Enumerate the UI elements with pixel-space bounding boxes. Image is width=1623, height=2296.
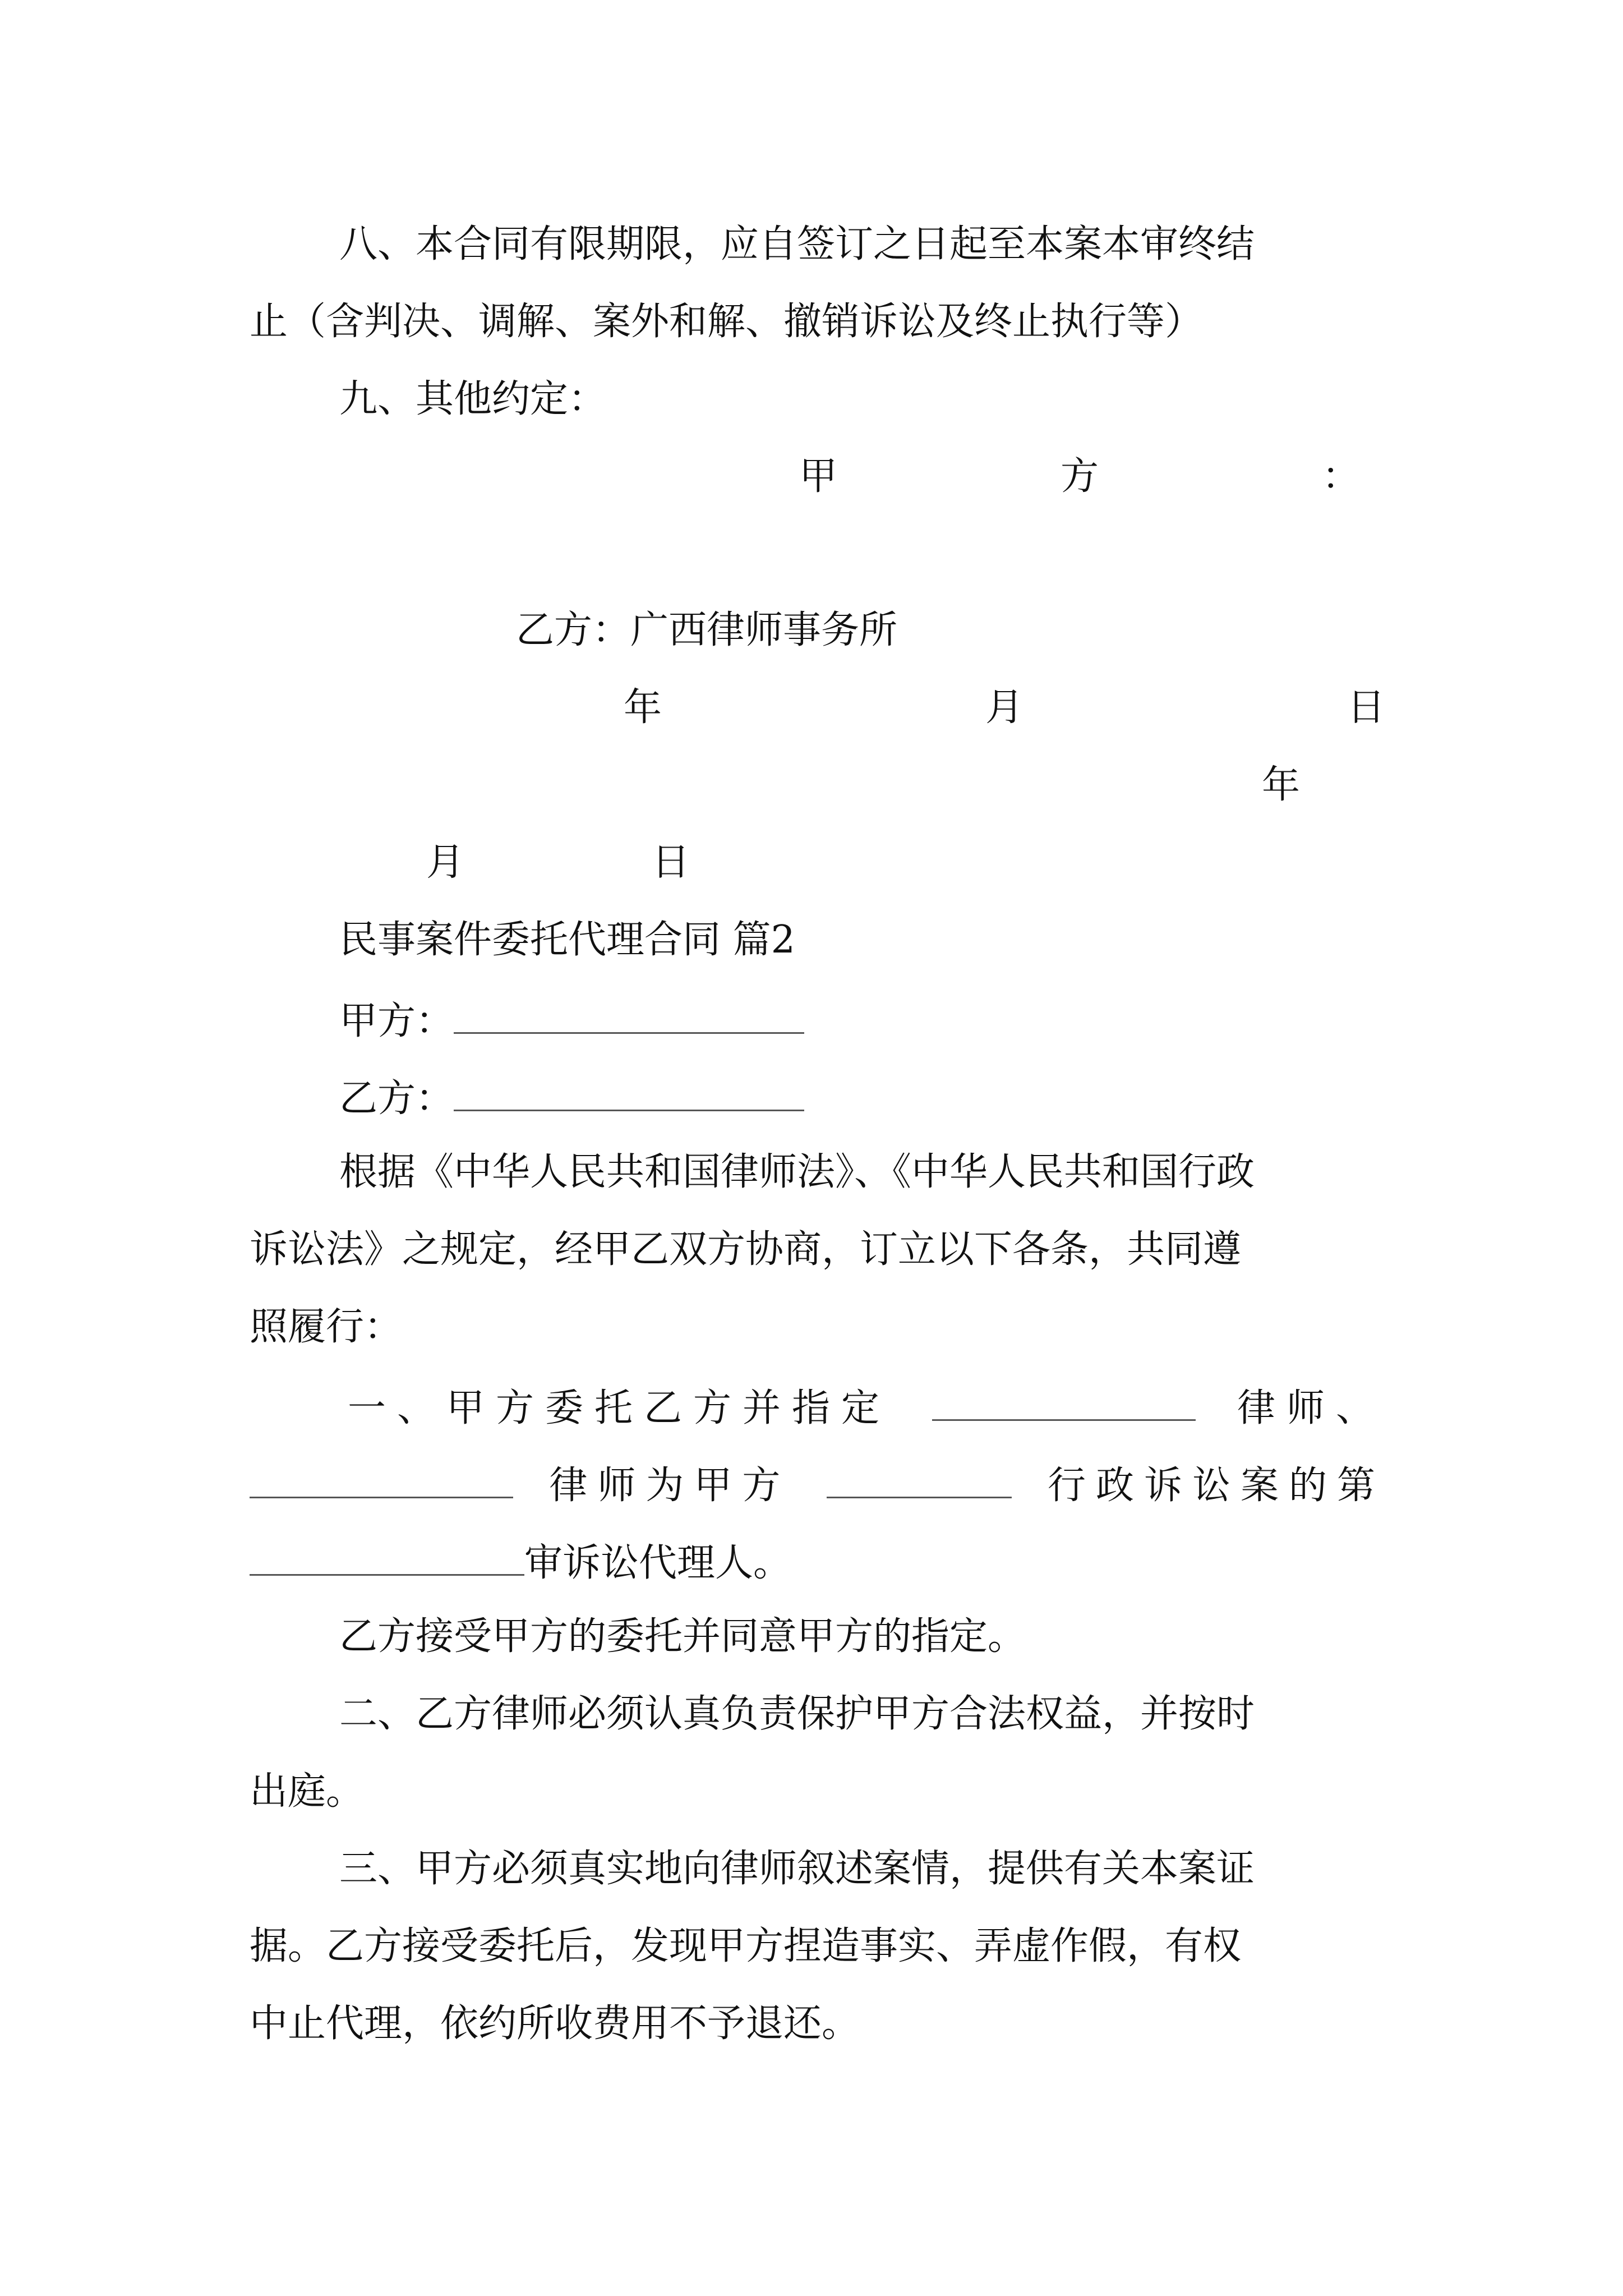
party-a-colon: ： — [1321, 454, 1360, 499]
article-1-text-a: 一、甲方委托乙方并指定 — [348, 1386, 891, 1430]
party-b-line — [339, 1076, 804, 1121]
article-1-text-c: 律师为甲方 — [549, 1464, 791, 1508]
clause-9: 九、其他约定： — [339, 377, 607, 421]
party-a-blank[interactable] — [454, 999, 804, 1034]
article-3-line-1: 三、甲方必须真实地向律师叙述案情，提供有关本案证 — [339, 1847, 1255, 1891]
date-1-year: 年 — [624, 685, 662, 730]
article-2-line-1: 二、乙方律师必须认真负责保护甲方合法权益，并按时 — [339, 1692, 1255, 1736]
party-b-signature-line: 乙方：广西律师事务所 — [516, 608, 898, 652]
party-a-char-2: 方 — [1060, 454, 1099, 499]
basis-line-3: 照履行： — [250, 1305, 403, 1349]
date-1-month: 月 — [985, 685, 1023, 730]
clause-8-line-1: 八、本合同有限期限，应自签订之日起至本案本审终结 — [339, 222, 1255, 266]
date-line-2 — [426, 840, 690, 885]
article-3-line-2: 据。乙方接受委托后，发现甲方捏造事实、弄虚作假，有权 — [250, 1924, 1242, 1968]
instance-blank[interactable] — [250, 1540, 524, 1576]
acceptance-line: 乙方接受甲方的委托并同意甲方的指定。 — [339, 1614, 1026, 1659]
date-2-month: 月 — [426, 840, 465, 885]
article-1-text-e: 审诉讼代理人。 — [524, 1541, 792, 1585]
contract-2-title: 民事案件委托代理合同 篇2 — [339, 918, 795, 962]
party-b-blank[interactable] — [454, 1076, 804, 1111]
article-3-line-3: 中止代理，依约所收费用不予退还。 — [250, 2001, 860, 2046]
party-a-signature-line — [799, 454, 1360, 499]
party-b-label: 乙方： — [339, 1076, 454, 1121]
clause-8-line-2: 止（含判决、调解、案外和解、撤销诉讼及终止执行等） — [250, 300, 1204, 344]
date-2-year: 年 — [1262, 763, 1301, 807]
lawyer-2-blank[interactable] — [250, 1463, 513, 1498]
party-a-char-1: 甲 — [799, 454, 838, 499]
date-1-day: 日 — [1347, 685, 1385, 730]
party-a-label: 甲方： — [339, 999, 454, 1043]
date-line-1 — [624, 685, 1385, 730]
article-2-line-2: 出庭。 — [250, 1769, 365, 1814]
client-blank[interactable] — [827, 1463, 1012, 1498]
basis-line-1: 根据《中华人民共和国律师法》、《中华人民共和国行政 — [339, 1150, 1255, 1194]
article-1-text-b: 律师、 — [1237, 1386, 1385, 1430]
party-a-line — [339, 999, 804, 1041]
date-2-day: 日 — [651, 840, 690, 885]
article-1-line-2 — [250, 1463, 1385, 1508]
basis-line-2: 诉讼法》之规定，经甲乙双方协商，订立以下各条，共同遵 — [250, 1227, 1242, 1272]
article-1-line-1 — [348, 1386, 1385, 1428]
article-1-text-d: 行政诉讼案的第 — [1047, 1464, 1385, 1508]
article-1-line-3 — [250, 1540, 1385, 1585]
lawyer-1-blank[interactable] — [932, 1386, 1196, 1421]
